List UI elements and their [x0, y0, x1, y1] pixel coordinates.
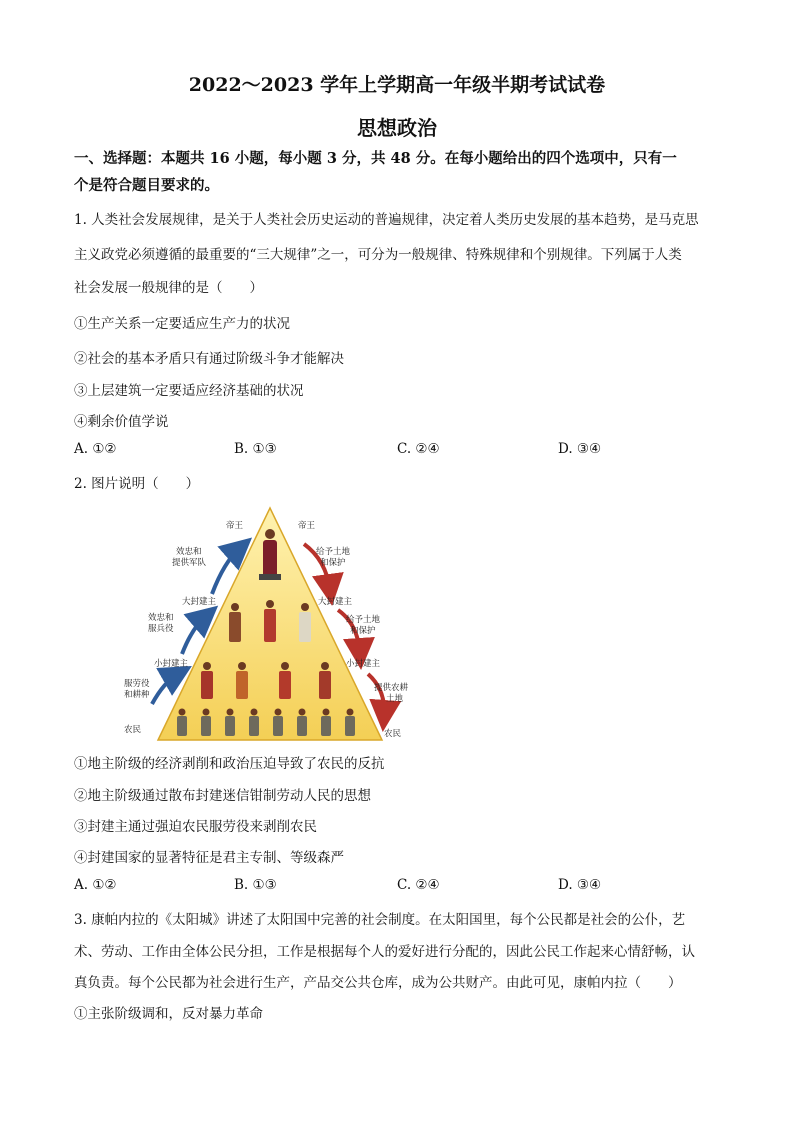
q1-stem-line3: 社会发展一般规律的是（ ）: [74, 280, 263, 296]
label-small-lord-right: 小封建主: [346, 659, 381, 669]
q3-stem-line2: 术、劳动、工作由全体公民分担，工作是根据每个人的爱好进行分配的，因此公民工作起来心情舒畅，认: [74, 944, 695, 960]
q1-option-b: B. ①③: [234, 441, 277, 457]
label-big-lord-left: 大封建主: [182, 597, 217, 607]
q1-stem-line2: 主义政党必须遵循的最重要的“三大规律”之一，可分为一般规律、特殊规律和个别规律。下列属于人类: [74, 247, 682, 263]
label-left3-b: 和耕种: [124, 690, 150, 700]
label-emperor-left: 帝王: [226, 521, 244, 531]
q2-option-b: B. ①③: [234, 877, 277, 893]
label-right2-b: 和保护: [350, 626, 376, 636]
label-small-lord-left: 小封建主: [154, 659, 189, 669]
q2-statement-3: ③封建主通过强迫农民服劳役来剥削农民: [74, 819, 317, 835]
feudal-hierarchy-figure: [120, 504, 420, 742]
q3-statement-1: ①主张阶级调和，反对暴力革命: [74, 1006, 263, 1022]
label-peasant-left: 农民: [124, 725, 142, 735]
label-left1-b: 提供军队: [172, 558, 207, 568]
label-left2-a: 效忠和: [148, 613, 174, 623]
q1-statement-1: ①生产关系一定要适应生产力的状况: [74, 316, 290, 332]
label-right3-a: 提供农耕: [374, 683, 409, 693]
q3-stem-line1: 3. 康帕内拉的《太阳城》讲述了太阳国中完善的社会制度。在太阳国里，每个公民都是社会的公仆，艺: [74, 912, 686, 928]
label-left3-a: 服劳役: [124, 679, 150, 689]
q2-option-c: C. ②④: [397, 877, 440, 893]
q1-statement-4: ④剩余价值学说: [74, 414, 169, 430]
q1-option-c: C. ②④: [397, 441, 440, 457]
section-heading-line2: 个是符合题目要求的。: [74, 177, 219, 194]
q3-stem-line3: 真负责。每个公民都为社会进行生产，产品交公共仓库，成为公共财产。由此可见，康帕内拉（ ）: [74, 975, 682, 991]
label-right1-a: 给予土地: [316, 547, 351, 557]
q2-statement-1: ①地主阶级的经济剥削和政治压迫导致了农民的反抗: [74, 756, 385, 772]
label-right1-b: 和保护: [320, 558, 346, 568]
q1-stem-line1: 1. 人类社会发展规律，是关于人类社会历史运动的普遍规律，决定着人类历史发展的基本趋势，是马克思: [74, 212, 699, 228]
label-right2-a: 给予土地: [346, 615, 381, 625]
label-right3-b: 土地: [386, 694, 404, 704]
q1-option-a: A. ①②: [74, 441, 117, 457]
label-left2-b: 服兵役: [148, 624, 174, 634]
q1-statement-2: ②社会的基本矛盾只有通过阶级斗争才能解决: [74, 351, 344, 367]
label-emperor-right: 帝王: [298, 521, 316, 531]
q2-statement-4: ④封建国家的显著特征是君主专制、等级森严: [74, 850, 344, 866]
q2-option-d: D. ③④: [558, 877, 602, 893]
label-left1-a: 效忠和: [176, 547, 202, 557]
q1-statement-3: ③上层建筑一定要适应经济基础的状况: [74, 383, 304, 399]
subject-title: 思想政治: [357, 116, 437, 140]
q2-stem: 2. 图片说明（ ）: [74, 476, 200, 492]
exam-title: 2022～2023 学年上学期高一年级半期考试试卷: [188, 74, 606, 96]
label-big-lord-right: 大封建主: [318, 597, 353, 607]
section-heading-line1: 一、选择题：本题共 16 小题，每小题 3 分，共 48 分。在每小题给出的四个选项中，只有一: [74, 150, 677, 167]
left-arrow-3: [152, 674, 178, 704]
feudal-pyramid-diagram: [120, 504, 420, 742]
label-peasant-right: 农民: [384, 729, 402, 739]
q1-option-d: D. ③④: [558, 441, 602, 457]
q2-statement-2: ②地主阶级通过散布封建迷信钳制劳动人民的思想: [74, 788, 371, 804]
q2-option-a: A. ①②: [74, 877, 117, 893]
right-arrow-3: [368, 674, 384, 716]
